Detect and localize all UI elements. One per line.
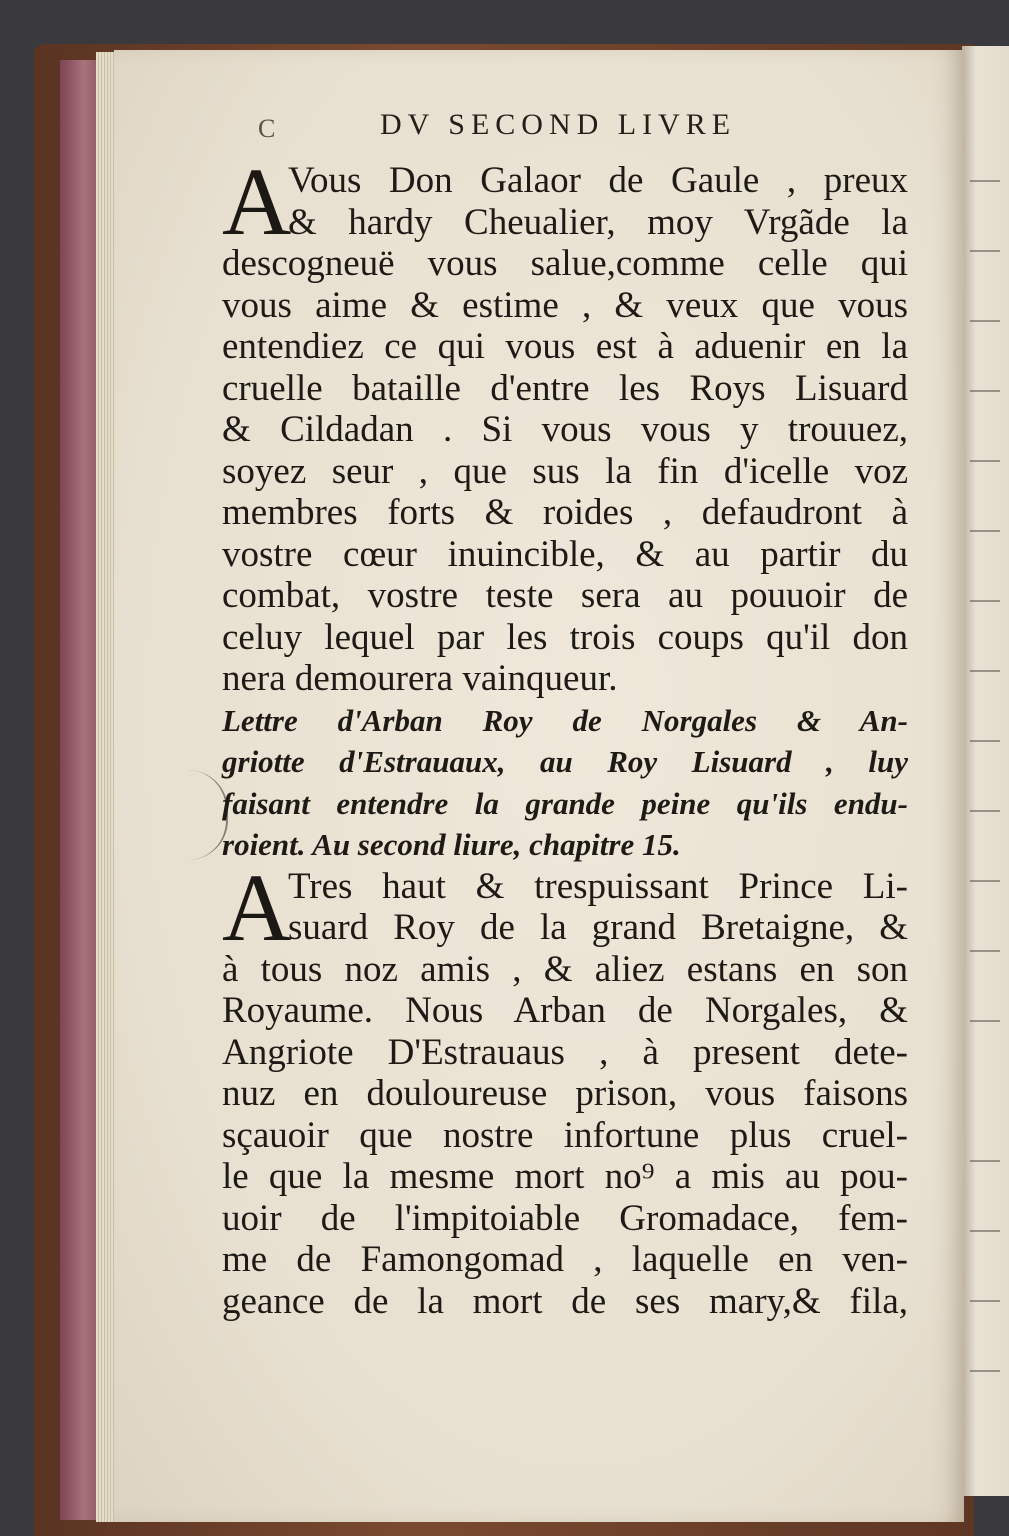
text-line: à tous noz amis , & aliez estans en son bbox=[222, 948, 908, 990]
heading-line: faisant entendre la grande peine qu'ils endu- bbox=[222, 785, 908, 821]
text-line: soyez seur , que sus la fin d'icelle voz bbox=[222, 450, 908, 492]
text-line: nuz en douloureuse prison, vous faisons bbox=[222, 1073, 908, 1114]
text-line: suard Roy de la grand Bretaigne, & bbox=[288, 907, 908, 948]
text-line: combat, vostre teste sera au pouuoir de bbox=[222, 575, 908, 616]
text-line: geance de la mort de ses mary,& fila, bbox=[222, 1280, 908, 1322]
drop-cap: A bbox=[222, 148, 292, 255]
text-line: le que la mesme mort no⁹ a mis au pou- bbox=[222, 1156, 908, 1197]
text-line: descogneuë vous salue,comme celle qui bbox=[222, 243, 908, 284]
drop-cap: A bbox=[222, 853, 292, 961]
text-line: Vous Don Galaor de Gaule , preux bbox=[288, 160, 908, 201]
heading-line: griotte d'Estrauaux, au Roy Lisuard , luy bbox=[222, 744, 908, 779]
text-line: vostre cœur inuincible, & au partir du bbox=[222, 533, 908, 575]
text-line: nera demourera vainqueur. bbox=[222, 658, 618, 699]
text-line: & Cildadan . Si vous vous y trouuez, bbox=[222, 409, 908, 450]
facing-page-edge bbox=[962, 46, 1009, 1496]
heading-line: roient. Au second liure, chapitre 15. bbox=[222, 827, 681, 862]
chapter-heading bbox=[222, 700, 908, 866]
page-text bbox=[222, 148, 908, 1322]
text-line: celuy lequel par les trois coups qu'il don bbox=[222, 616, 908, 658]
text-line: me de Famongomad , laquelle en ven- bbox=[222, 1239, 908, 1280]
text-line: Tres haut & trespuissant Prince Li- bbox=[288, 865, 908, 907]
text-line: & hardy Cheualier, moy Vrgãde la bbox=[288, 201, 908, 243]
folio-mark: C bbox=[258, 114, 276, 143]
text-line: Angriote D'Estrauaus , à present dete- bbox=[222, 1031, 908, 1073]
text-line: cruelle bataille d'entre les Roys Lisuard bbox=[222, 367, 908, 409]
text-line: entendiez ce qui vous est à aduenir en la bbox=[222, 326, 908, 367]
text-line: Royaume. Nous Arban de Norgales, & bbox=[222, 990, 908, 1031]
letter-galaor bbox=[222, 148, 908, 700]
text-line: membres forts & roides , defaudront à bbox=[222, 492, 908, 533]
text-line: uoir de l'impitoiable Gromadace, fem- bbox=[222, 1197, 908, 1239]
letter-arban bbox=[222, 853, 908, 1323]
heading-line: Lettre d'Arban Roy de Norgales & An- bbox=[222, 702, 908, 738]
text-line: sçauoir que nostre infortune plus cruel- bbox=[222, 1114, 908, 1156]
running-head: DV SECOND LIVRE bbox=[380, 108, 737, 141]
marbled-pastedown bbox=[60, 60, 100, 1520]
text-line: vous aime & estime , & veux que vous bbox=[222, 284, 908, 326]
